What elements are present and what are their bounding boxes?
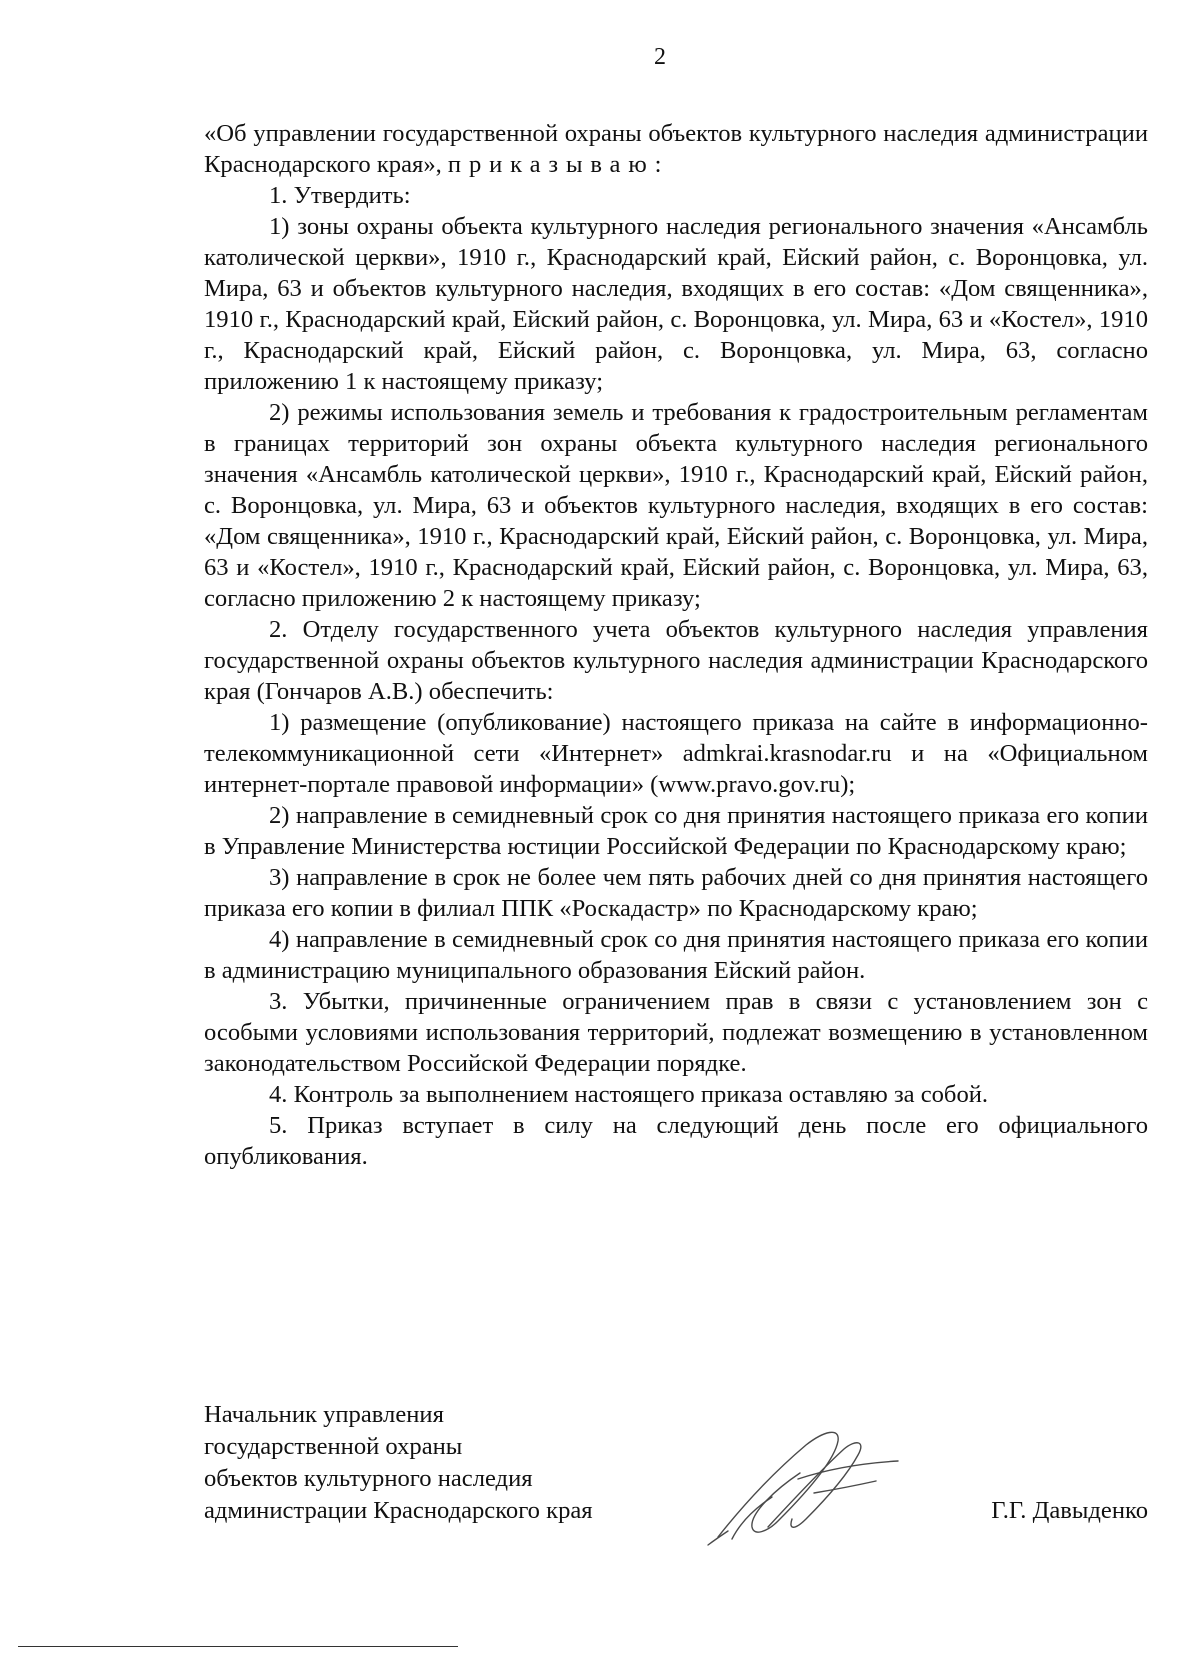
paragraph-1: 1. Утвердить: [269,182,411,209]
paragraph-4: 4. Контроль за выполнением настоящего приказа оставляю за собой. [269,1081,989,1108]
signer-title-line: объектов культурного наследия [204,1465,533,1492]
page-number: 2 [654,44,666,70]
command-word: приказываю: [447,151,670,178]
paragraph-2-2: 2) направление в семидневный срок со дня принятия настоящего приказа его копии в Управление Министерства юстиции Российской Федерации по Краснодарскому краю; [204,802,1148,860]
signature-block [204,1399,1148,1534]
paragraph-2-4: 4) направление в семидневный срок со дня принятия настоящего приказа его копии в администрацию муниципального образования Ейский район. [204,926,1148,984]
paragraph-2-1: 1) размещение (опубликование) настоящего приказа на сайте в информационно-телекоммуникационной сети «Интернет» admkrai.krasnodar.ru и на «Официальном интернет-портале правовой информации» (www.pravo.gov.ru); [204,709,1148,798]
paragraph-2: 2. Отделу государственного учета объектов культурного наследия управления государственной охраны объектов культурного наследия администрации Краснодарского края (Гончаров А.В.) обеспечить: [204,616,1148,705]
paragraph-5: 5. Приказ вступает в силу на следующий день после его официального опубликования. [204,1112,1148,1170]
intro-text: «Об управлении государственной охраны объектов культурного наследия администрации Краснодарского края», [204,120,1148,178]
handwritten-signature-icon [688,1419,908,1549]
signer-title-line: Начальник управления [204,1401,444,1428]
paragraph-3: 3. Убытки, причиненные ограничением прав в связи с установлением зон с особыми условиями использования территорий, подлежат возмещению в установленном законодательством Российской Федерации порядке. [204,988,1148,1077]
document-body [204,118,1148,1172]
paragraph-1-2: 2) режимы использования земель и требования к градостроительным регламентам в границах территорий зон охраны объекта культурного наследия регионального значения «Ансамбль католической церкви», 1910 г., Краснодарский край, Ейский район, с. Воронцовка, ул. Мира, 63 и объектов культурного наследия, входящих в его состав: «Дом священника», 1910 г., Краснодарский край, Ейский район, с. Воронцовка, ул. Мира, 63 и «Костел», 1910 г., Краснодарский край, Ейский район, с. Воронцовка, ул. Мира, 63, согласно приложению 2 к настоящему приказу; [204,399,1148,612]
paragraph-1-1: 1) зоны охраны объекта культурного наследия регионального значения «Ансамбль католической церкви», 1910 г., Краснодарский край, Ейский район, с. Воронцовка, ул. Мира, 63 и объектов культурного наследия, входящих в его состав: «Дом священника», 1910 г., Краснодарский край, Ейский район, с. Воронцовка, ул. Мира, 63 и «Костел», 1910 г., Краснодарский край, Ейский район, с. Воронцовка, ул. Мира, 63, согласно приложению 1 к настоящему приказу; [204,213,1148,395]
signer-title-line: администрации Краснодарского края [204,1497,593,1524]
signer-title-line: государственной охраны [204,1433,463,1460]
paragraph-2-3: 3) направление в срок не более чем пять рабочих дней со дня принятия настоящего приказа его копии в филиал ППК «Роскадастр» по Краснодарскому краю; [204,864,1148,922]
signer-name: Г.Г. Давыденко [991,1497,1148,1524]
paragraph-intro [204,118,1148,180]
footer-divider [18,1646,458,1647]
